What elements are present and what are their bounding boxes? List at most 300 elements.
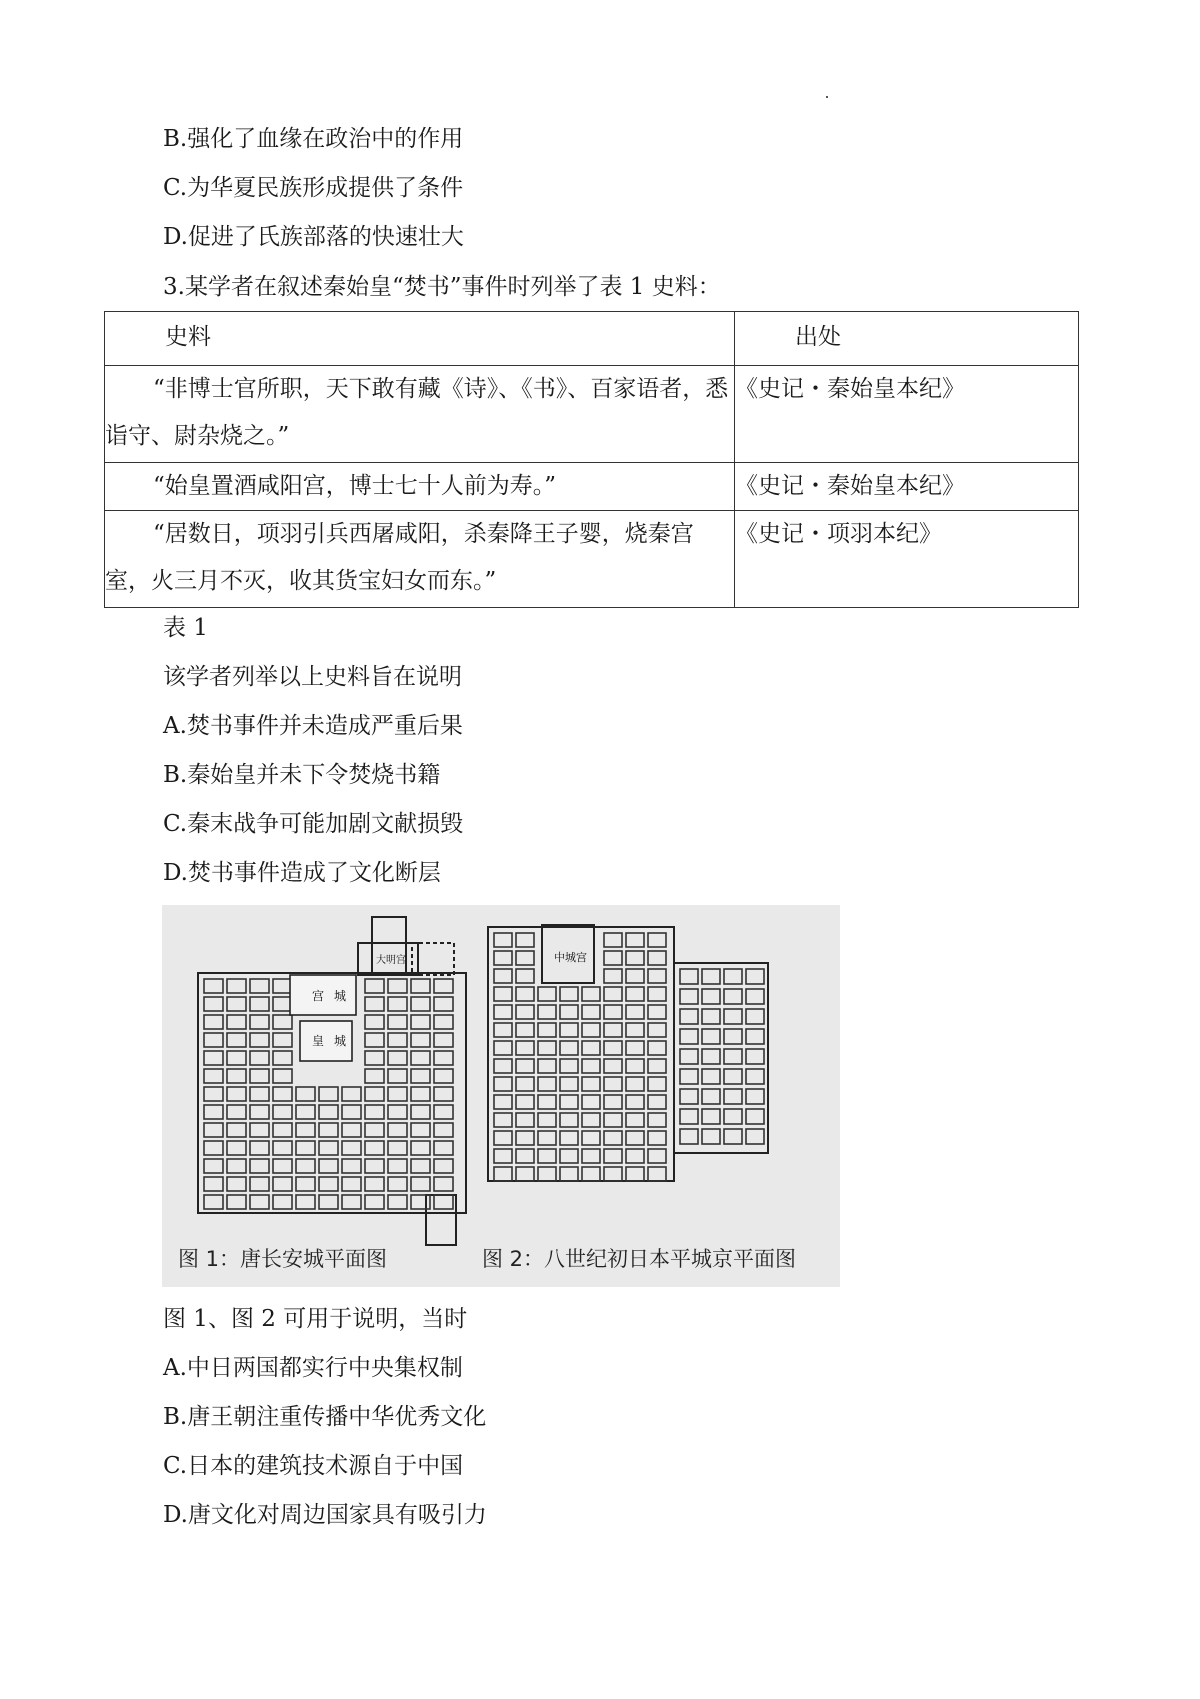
city-block	[516, 1041, 534, 1055]
city-block	[702, 1109, 720, 1124]
city-block	[494, 1005, 512, 1019]
city-block	[538, 1095, 556, 1109]
city-block	[250, 979, 269, 993]
city-block	[680, 969, 698, 984]
q3-option-b: B.秦始皇并未下令焚烧书籍	[163, 762, 441, 788]
city-block	[388, 1069, 407, 1083]
q2-option-b: B.强化了血缘在政治中的作用	[163, 126, 464, 152]
city-block	[227, 1123, 246, 1137]
table-caption: 表 1	[163, 615, 208, 641]
city-block	[702, 1069, 720, 1084]
city-block	[296, 1105, 315, 1119]
city-block	[365, 1087, 384, 1101]
city-block	[702, 1089, 720, 1104]
city-block	[227, 1195, 246, 1209]
city-block	[494, 969, 512, 983]
city-block	[411, 1195, 430, 1209]
city-block	[250, 1069, 269, 1083]
city-block	[560, 1077, 578, 1091]
city-block	[626, 1077, 644, 1091]
city-block	[494, 987, 512, 1001]
city-block	[204, 1105, 223, 1119]
city-block	[560, 1113, 578, 1127]
city-block	[680, 989, 698, 1004]
city-block	[411, 997, 430, 1011]
city-block	[626, 1167, 644, 1181]
city-block	[250, 1195, 269, 1209]
city-block	[250, 1015, 269, 1029]
city-block	[434, 1033, 453, 1047]
city-block	[604, 1095, 622, 1109]
city-block	[560, 1059, 578, 1073]
city-block	[516, 1113, 534, 1127]
source-table	[104, 311, 1079, 608]
city-block	[516, 951, 534, 965]
q4-question: 图 1、图 2 可用于说明，当时	[163, 1306, 468, 1332]
city-block	[365, 1177, 384, 1191]
city-block	[560, 1041, 578, 1055]
heijo-grid	[494, 933, 764, 1181]
city-block	[604, 1167, 622, 1181]
city-block	[365, 1069, 384, 1083]
city-block	[227, 1159, 246, 1173]
city-block	[365, 1141, 384, 1155]
city-block	[411, 1123, 430, 1137]
q4-option-c: C.日本的建筑技术源自于中国	[163, 1453, 464, 1479]
city-block	[582, 1149, 600, 1163]
city-block	[342, 1087, 361, 1101]
city-block	[680, 1029, 698, 1044]
city-block	[702, 1009, 720, 1024]
city-block	[250, 1177, 269, 1191]
city-block	[516, 1167, 534, 1181]
city-block	[365, 1051, 384, 1065]
city-block	[204, 1087, 223, 1101]
city-block	[250, 1105, 269, 1119]
header-source: 出处	[735, 312, 1079, 366]
city-block	[648, 1149, 666, 1163]
city-block	[411, 1105, 430, 1119]
city-block	[273, 1051, 292, 1065]
city-block	[227, 997, 246, 1011]
city-block	[582, 1095, 600, 1109]
city-plan-maps	[162, 905, 840, 1287]
city-block	[582, 1077, 600, 1091]
table-row	[105, 366, 1079, 463]
q3-question: 该学者列举以上史料旨在说明	[163, 664, 462, 690]
city-block	[411, 1051, 430, 1065]
city-block	[516, 1149, 534, 1163]
city-block	[724, 969, 742, 984]
city-block	[388, 1087, 407, 1101]
city-block	[626, 1059, 644, 1073]
q2-option-d: D.促进了氏族部落的快速壮大	[163, 224, 464, 250]
city-block	[273, 1087, 292, 1101]
q2-option-c: C.为华夏民族形成提供了条件	[163, 175, 464, 201]
city-block	[680, 1069, 698, 1084]
zhongcheng-label: 中城宫	[554, 951, 587, 964]
city-block	[296, 1123, 315, 1137]
city-block	[626, 1131, 644, 1145]
gongcheng-label: 宫	[312, 989, 325, 1003]
huangcheng-label-2: 城	[334, 1034, 347, 1048]
city-block	[626, 951, 644, 965]
header-historical-material: 史料	[105, 312, 735, 366]
city-block	[648, 1167, 666, 1181]
city-block	[273, 1069, 292, 1083]
city-block	[604, 1041, 622, 1055]
city-block	[365, 1195, 384, 1209]
city-block	[604, 1059, 622, 1073]
city-block	[626, 1023, 644, 1037]
city-block	[434, 1051, 453, 1065]
city-block	[494, 1023, 512, 1037]
city-block	[604, 1131, 622, 1145]
quote-cell: “居数日，项羽引兵西屠咸阳，杀秦降王子婴，烧秦宫室，火三月不灭，收其货宝妇女而东。”	[105, 511, 735, 608]
city-block	[388, 1105, 407, 1119]
city-block	[204, 1033, 223, 1047]
city-block	[648, 969, 666, 983]
city-block	[582, 987, 600, 1001]
heijo-plan	[488, 925, 768, 1181]
city-block	[604, 1149, 622, 1163]
city-block	[319, 1177, 338, 1191]
city-block	[388, 1033, 407, 1047]
city-block	[626, 1041, 644, 1055]
city-block	[538, 1167, 556, 1181]
city-block	[516, 933, 534, 947]
city-block	[746, 969, 764, 984]
city-block	[434, 979, 453, 993]
huangcheng-label: 皇	[312, 1034, 325, 1048]
city-block	[702, 989, 720, 1004]
q4-option-a: A.中日两国都实行中央集权制	[163, 1355, 463, 1381]
city-block	[516, 1059, 534, 1073]
city-block	[724, 1049, 742, 1064]
city-block	[365, 1123, 384, 1137]
city-block	[494, 1167, 512, 1181]
city-block	[626, 933, 644, 947]
city-block	[516, 969, 534, 983]
city-block	[582, 1113, 600, 1127]
city-block	[702, 1129, 720, 1144]
city-block	[250, 1087, 269, 1101]
city-block	[494, 1077, 512, 1091]
city-block	[626, 987, 644, 1001]
city-block	[273, 1177, 292, 1191]
city-block	[204, 1141, 223, 1155]
city-block	[724, 1089, 742, 1104]
city-block	[250, 1141, 269, 1155]
city-block	[560, 1149, 578, 1163]
city-block	[388, 1015, 407, 1029]
city-block	[702, 969, 720, 984]
city-block	[724, 1069, 742, 1084]
city-block	[388, 1051, 407, 1065]
city-block	[319, 1123, 338, 1137]
city-block	[746, 1009, 764, 1024]
city-block	[648, 1131, 666, 1145]
city-block	[604, 1077, 622, 1091]
city-block	[648, 1095, 666, 1109]
city-block	[434, 1087, 453, 1101]
city-block	[582, 1167, 600, 1181]
city-block	[411, 979, 430, 993]
city-block	[273, 1105, 292, 1119]
city-block	[680, 1009, 698, 1024]
city-block	[365, 1033, 384, 1047]
city-block	[204, 1051, 223, 1065]
city-block	[516, 1095, 534, 1109]
q3-option-c: C.秦末战争可能加剧文献损毁	[163, 811, 464, 837]
city-block	[746, 1069, 764, 1084]
table-header-row	[105, 312, 1079, 366]
city-block	[516, 1005, 534, 1019]
q3-stem: 3.某学者在叙述秦始皇“焚书”事件时列举了表 1 史料：	[163, 274, 721, 300]
city-block	[746, 1049, 764, 1064]
city-block	[538, 1077, 556, 1091]
gongcheng-label-2: 城	[334, 989, 347, 1003]
city-block	[227, 1015, 246, 1029]
city-block	[204, 979, 223, 993]
city-block	[648, 951, 666, 965]
city-block	[434, 997, 453, 1011]
city-block	[319, 1141, 338, 1155]
figure-caption-2: 图 2：八世纪初日本平城京平面图	[482, 1247, 797, 1271]
quote-cell: “非博士官所职，天下敢有藏《诗》、《书》、百家语者，悉诣守、尉杂烧之。”	[105, 366, 735, 463]
city-block	[702, 1029, 720, 1044]
city-block	[604, 1113, 622, 1127]
city-block	[604, 969, 622, 983]
city-block	[538, 1041, 556, 1055]
city-block	[648, 1005, 666, 1019]
city-block	[494, 1095, 512, 1109]
city-block	[560, 1095, 578, 1109]
city-block	[227, 1087, 246, 1101]
city-block	[648, 1113, 666, 1127]
city-block	[494, 1149, 512, 1163]
city-block	[434, 1177, 453, 1191]
city-block	[648, 933, 666, 947]
city-block	[582, 1041, 600, 1055]
city-block	[680, 1089, 698, 1104]
city-block	[434, 1123, 453, 1137]
city-block	[746, 1129, 764, 1144]
quote-cell: “始皇置酒咸阳宫，博士七十人前为寿。”	[105, 463, 735, 511]
city-plan-figure	[162, 905, 840, 1287]
city-block	[680, 1129, 698, 1144]
city-block	[494, 933, 512, 947]
city-block	[273, 1033, 292, 1047]
city-block	[319, 1087, 338, 1101]
daming-label: 大明宫	[376, 955, 406, 966]
city-block	[388, 997, 407, 1011]
city-block	[516, 1131, 534, 1145]
city-block	[204, 1159, 223, 1173]
city-block	[648, 987, 666, 1001]
city-block	[227, 1051, 246, 1065]
scan-dot	[826, 96, 828, 98]
q4-option-d: D.唐文化对周边国家具有吸引力	[163, 1502, 487, 1528]
city-block	[494, 1041, 512, 1055]
city-block	[582, 1059, 600, 1073]
city-block	[204, 1195, 223, 1209]
city-block	[250, 1051, 269, 1065]
city-block	[204, 1177, 223, 1191]
table-row	[105, 511, 1079, 608]
city-block	[273, 1015, 292, 1029]
city-block	[538, 1113, 556, 1127]
city-block	[411, 1033, 430, 1047]
city-block	[680, 1049, 698, 1064]
city-block	[516, 1023, 534, 1037]
city-block	[560, 1023, 578, 1037]
city-block	[434, 1105, 453, 1119]
city-block	[227, 979, 246, 993]
city-block	[538, 1131, 556, 1145]
city-block	[273, 1123, 292, 1137]
city-block	[582, 1131, 600, 1145]
changan-palace-blocks	[290, 975, 356, 1061]
q3-option-a: A.焚书事件并未造成严重后果	[163, 713, 463, 739]
source-cell: 《史记・秦始皇本纪》	[735, 366, 1079, 463]
city-block	[319, 1105, 338, 1119]
city-block	[724, 1109, 742, 1124]
city-block	[626, 1095, 644, 1109]
city-block	[560, 1131, 578, 1145]
city-block	[434, 1069, 453, 1083]
figure-caption-1: 图 1：唐长安城平面图	[178, 1247, 388, 1271]
city-block	[227, 1105, 246, 1119]
city-block	[560, 987, 578, 1001]
city-block	[273, 1141, 292, 1155]
city-block	[648, 1041, 666, 1055]
city-block	[411, 1177, 430, 1191]
city-block	[626, 1149, 644, 1163]
city-block	[434, 1015, 453, 1029]
changan-plan	[198, 917, 466, 1245]
city-block	[342, 1141, 361, 1155]
q3-option-d: D.焚书事件造成了文化断层	[163, 860, 441, 886]
city-block	[388, 979, 407, 993]
city-block	[494, 1113, 512, 1127]
city-block	[648, 1077, 666, 1091]
city-block	[582, 1023, 600, 1037]
city-block	[626, 1005, 644, 1019]
city-block	[411, 1141, 430, 1155]
city-block	[204, 1123, 223, 1137]
city-block	[296, 1087, 315, 1101]
city-block	[273, 997, 292, 1011]
city-block	[724, 1029, 742, 1044]
city-block	[388, 1159, 407, 1173]
city-block	[296, 1159, 315, 1173]
city-block	[626, 1113, 644, 1127]
city-block	[365, 1159, 384, 1173]
city-block	[342, 1177, 361, 1191]
city-block	[746, 1029, 764, 1044]
city-block	[365, 979, 384, 993]
city-block	[227, 1141, 246, 1155]
city-block	[204, 997, 223, 1011]
city-block	[560, 1005, 578, 1019]
city-block	[538, 1149, 556, 1163]
city-block	[365, 1105, 384, 1119]
source-cell: 《史记・秦始皇本纪》	[735, 463, 1079, 511]
city-block	[411, 1159, 430, 1173]
city-block	[538, 1023, 556, 1037]
table-row	[105, 463, 1079, 511]
city-block	[560, 1167, 578, 1181]
city-block	[296, 1177, 315, 1191]
city-block	[626, 969, 644, 983]
city-block	[680, 1109, 698, 1124]
city-block	[250, 1159, 269, 1173]
city-block	[434, 1159, 453, 1173]
city-block	[604, 1023, 622, 1037]
city-block	[538, 1005, 556, 1019]
city-block	[724, 989, 742, 1004]
city-block	[411, 1015, 430, 1029]
city-block	[411, 1087, 430, 1101]
city-block	[582, 1005, 600, 1019]
city-block	[516, 987, 534, 1001]
city-block	[250, 1123, 269, 1137]
city-block	[388, 1123, 407, 1137]
city-block	[648, 1059, 666, 1073]
city-block	[204, 1069, 223, 1083]
city-block	[273, 1195, 292, 1209]
city-block	[746, 989, 764, 1004]
city-block	[273, 1159, 292, 1173]
city-block	[388, 1141, 407, 1155]
city-block	[296, 1141, 315, 1155]
city-block	[342, 1123, 361, 1137]
city-block	[702, 1049, 720, 1064]
city-block	[538, 1059, 556, 1073]
city-block	[342, 1159, 361, 1173]
city-block	[227, 1177, 246, 1191]
city-block	[604, 1005, 622, 1019]
city-block	[342, 1105, 361, 1119]
city-block	[319, 1159, 338, 1173]
city-block	[319, 1195, 338, 1209]
city-block	[516, 1077, 534, 1091]
city-block	[494, 1059, 512, 1073]
q4-option-b: B.唐王朝注重传播中华优秀文化	[163, 1404, 487, 1430]
city-block	[227, 1033, 246, 1047]
city-block	[648, 1023, 666, 1037]
city-block	[434, 1195, 453, 1209]
city-block	[538, 987, 556, 1001]
city-block	[604, 951, 622, 965]
source-cell: 《史记・项羽本纪》	[735, 511, 1079, 608]
city-block	[494, 951, 512, 965]
city-block	[365, 1015, 384, 1029]
city-block	[411, 1069, 430, 1083]
city-block	[434, 1141, 453, 1155]
city-block	[388, 1177, 407, 1191]
city-block	[250, 1033, 269, 1047]
city-block	[746, 1109, 764, 1124]
city-block	[724, 1009, 742, 1024]
city-block	[388, 1195, 407, 1209]
city-block	[746, 1089, 764, 1104]
city-block	[227, 1069, 246, 1083]
city-block	[604, 933, 622, 947]
city-block	[724, 1129, 742, 1144]
city-block	[273, 979, 292, 993]
